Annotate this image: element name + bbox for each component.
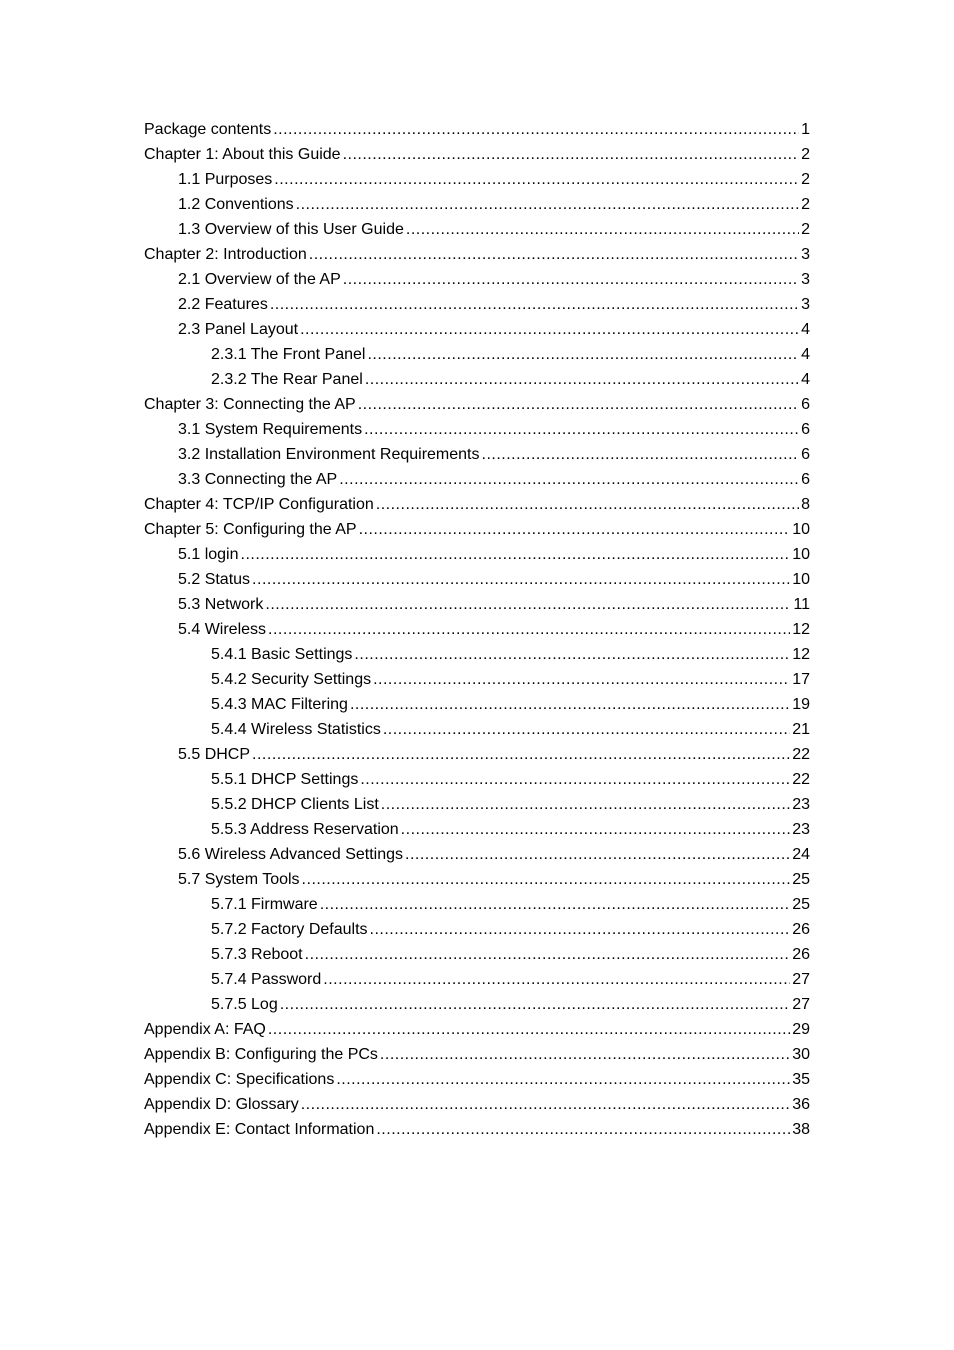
toc-entry-page: 3 — [801, 246, 810, 263]
toc-leader-dots — [406, 217, 799, 242]
toc-entry-page: 36 — [792, 1096, 810, 1113]
toc-entry[interactable] — [144, 692, 810, 717]
toc-entry[interactable] — [144, 1067, 810, 1092]
toc-leader-dots — [373, 667, 790, 692]
toc-entry-title: 5.3 Network — [178, 596, 264, 613]
toc-entry[interactable] — [144, 642, 810, 667]
toc-entry[interactable] — [144, 517, 810, 542]
toc-entry-title: 5.4.2 Security Settings — [211, 671, 372, 688]
toc-entry-page: 35 — [792, 1071, 810, 1088]
toc-entry[interactable] — [144, 567, 810, 592]
toc-entry[interactable] — [144, 667, 810, 692]
toc-leader-dots — [270, 292, 799, 317]
toc-entry[interactable] — [144, 892, 810, 917]
toc-leader-dots — [273, 117, 799, 142]
toc-entry-title: 5.7.5 Log — [211, 996, 278, 1013]
toc-leader-dots — [300, 317, 799, 342]
toc-entry-title: 3.1 System Requirements — [178, 421, 363, 438]
toc-entry-title: 2.3.2 The Rear Panel — [211, 371, 363, 388]
toc-entry-title: 2.3 Panel Layout — [178, 321, 299, 338]
toc-entry-page: 12 — [792, 646, 810, 663]
toc-entry[interactable] — [144, 292, 810, 317]
toc-leader-dots — [301, 1092, 790, 1117]
toc-entry[interactable] — [144, 367, 810, 392]
toc-leader-dots — [376, 1117, 790, 1142]
toc-entry-page: 22 — [792, 746, 810, 763]
toc-entry[interactable] — [144, 617, 810, 642]
toc-entry[interactable] — [144, 442, 810, 467]
toc-entry-title: 5.7.2 Factory Defaults — [211, 921, 368, 938]
toc-entry-title: 2.2 Features — [178, 296, 268, 313]
toc-entry[interactable] — [144, 1092, 810, 1117]
toc-entry-page: 10 — [792, 521, 810, 538]
toc-entry-page: 12 — [792, 621, 810, 638]
toc-entry-title: Appendix A: FAQ — [144, 1021, 266, 1038]
toc-entry-title: 1.1 Purposes — [178, 171, 273, 188]
toc-entry-page: 4 — [801, 321, 810, 338]
toc-leader-dots — [309, 242, 799, 267]
toc-leader-dots — [323, 967, 790, 992]
toc-entry-title: 5.4.3 MAC Filtering — [211, 696, 348, 713]
toc-entry-page: 3 — [801, 296, 810, 313]
toc-entry-title: 5.6 Wireless Advanced Settings — [178, 846, 404, 863]
toc-entry-title: Chapter 4: TCP/IP Configuration — [144, 496, 374, 513]
toc-entry-page: 2 — [801, 196, 810, 213]
toc-entry-title: Chapter 1: About this Guide — [144, 146, 341, 163]
toc-entry[interactable] — [144, 242, 810, 267]
toc-entry-title: 5.7.4 Password — [211, 971, 322, 988]
toc-entry-title: 5.4 Wireless — [178, 621, 267, 638]
table-of-contents — [144, 117, 810, 1142]
toc-leader-dots — [280, 992, 790, 1017]
toc-entry-page: 22 — [792, 771, 810, 788]
toc-entry-title: 5.5.1 DHCP Settings — [211, 771, 359, 788]
toc-leader-dots — [359, 517, 791, 542]
toc-entry-title: 5.7.1 Firmware — [211, 896, 318, 913]
toc-entry-page: 27 — [792, 996, 810, 1013]
toc-entry[interactable] — [144, 767, 810, 792]
toc-entry-title: 1.2 Conventions — [178, 196, 294, 213]
toc-entry-title: 2.1 Overview of the AP — [178, 271, 341, 288]
toc-leader-dots — [354, 642, 790, 667]
toc-leader-dots — [320, 892, 791, 917]
toc-entry-page: 1 — [801, 121, 810, 138]
toc-entry-title: 5.5 DHCP — [178, 746, 251, 763]
toc-leader-dots — [350, 692, 790, 717]
toc-entry-page: 6 — [801, 396, 810, 413]
toc-entry-page: 8 — [801, 496, 810, 513]
toc-leader-dots — [339, 467, 799, 492]
toc-leader-dots — [380, 1042, 790, 1067]
toc-entry-title: Chapter 3: Connecting the AP — [144, 396, 356, 413]
toc-leader-dots — [376, 492, 799, 517]
toc-leader-dots — [343, 267, 799, 292]
toc-entry[interactable] — [144, 342, 810, 367]
toc-leader-dots — [268, 617, 790, 642]
toc-entry-page: 2 — [801, 171, 810, 188]
toc-entry-page: 38 — [792, 1121, 810, 1138]
toc-leader-dots — [305, 942, 791, 967]
toc-entry[interactable] — [144, 192, 810, 217]
toc-entry[interactable] — [144, 317, 810, 342]
toc-leader-dots — [358, 392, 799, 417]
toc-entry[interactable] — [144, 267, 810, 292]
toc-entry-title: Package contents — [144, 121, 272, 138]
toc-entry[interactable] — [144, 942, 810, 967]
toc-leader-dots — [365, 367, 799, 392]
toc-entry-title: 5.5.2 DHCP Clients List — [211, 796, 379, 813]
toc-entry-page: 25 — [792, 896, 810, 913]
toc-entry-title: Appendix D: Glossary — [144, 1096, 299, 1113]
toc-entry[interactable] — [144, 867, 810, 892]
toc-entry[interactable] — [144, 467, 810, 492]
toc-entry[interactable] — [144, 392, 810, 417]
toc-entry-page: 21 — [792, 721, 810, 738]
toc-entry-page: 17 — [792, 671, 810, 688]
toc-entry[interactable] — [144, 842, 810, 867]
toc-entry[interactable] — [144, 492, 810, 517]
toc-leader-dots — [401, 817, 791, 842]
toc-leader-dots — [482, 442, 800, 467]
toc-entry-title: 5.7.3 Reboot — [211, 946, 303, 963]
toc-leader-dots — [381, 792, 790, 817]
toc-entry-page: 19 — [792, 696, 810, 713]
toc-leader-dots — [383, 717, 790, 742]
toc-entry-title: 5.7 System Tools — [178, 871, 300, 888]
toc-entry-title: 3.3 Connecting the AP — [178, 471, 338, 488]
toc-entry-page: 6 — [801, 471, 810, 488]
toc-entry-title: 5.2 Status — [178, 571, 251, 588]
toc-leader-dots — [268, 1017, 790, 1042]
toc-entry[interactable] — [144, 592, 810, 617]
toc-entry-page: 27 — [792, 971, 810, 988]
toc-leader-dots — [364, 417, 799, 442]
toc-entry-title: 5.1 login — [178, 546, 239, 563]
toc-entry[interactable] — [144, 817, 810, 842]
toc-entry-title: 5.4.1 Basic Settings — [211, 646, 353, 663]
toc-entry-title: 5.5.3 Address Reservation — [211, 821, 399, 838]
toc-entry[interactable] — [144, 967, 810, 992]
toc-entry-page: 3 — [801, 271, 810, 288]
toc-entry-title: Appendix E: Contact Information — [144, 1121, 375, 1138]
toc-entry[interactable] — [144, 142, 810, 167]
toc-entry[interactable] — [144, 717, 810, 742]
toc-entry-page: 23 — [792, 821, 810, 838]
toc-entry-page: 4 — [801, 371, 810, 388]
toc-entry[interactable] — [144, 542, 810, 567]
toc-entry-page: 11 — [793, 596, 810, 613]
toc-entry[interactable] — [144, 1042, 810, 1067]
toc-entry-title: 2.3.1 The Front Panel — [211, 346, 366, 363]
toc-entry-page: 26 — [792, 921, 810, 938]
toc-entry[interactable] — [144, 742, 810, 767]
toc-leader-dots — [370, 917, 791, 942]
toc-entry-title: 1.3 Overview of this User Guide — [178, 221, 404, 238]
toc-entry[interactable] — [144, 1017, 810, 1042]
toc-entry[interactable] — [144, 217, 810, 242]
toc-entry-title: 5.4.4 Wireless Statistics — [211, 721, 381, 738]
toc-leader-dots — [405, 842, 790, 867]
toc-entry-page: 6 — [801, 446, 810, 463]
toc-entry-page: 2 — [801, 146, 810, 163]
toc-leader-dots — [336, 1067, 790, 1092]
toc-leader-dots — [252, 742, 790, 767]
toc-leader-dots — [274, 167, 799, 192]
toc-entry[interactable] — [144, 792, 810, 817]
toc-entry-page: 10 — [792, 571, 810, 588]
toc-leader-dots — [302, 867, 791, 892]
toc-entry-title: Appendix C: Specifications — [144, 1071, 335, 1088]
toc-leader-dots — [265, 592, 791, 617]
toc-entry-page: 26 — [792, 946, 810, 963]
toc-leader-dots — [367, 342, 799, 367]
toc-entry[interactable] — [144, 917, 810, 942]
toc-leader-dots — [252, 567, 790, 592]
toc-entry[interactable] — [144, 992, 810, 1017]
toc-leader-dots — [241, 542, 791, 567]
toc-entry-page: 6 — [801, 421, 810, 438]
toc-entry-title: Appendix B: Configuring the PCs — [144, 1046, 378, 1063]
toc-entry-page: 24 — [792, 846, 810, 863]
toc-entry-page: 30 — [792, 1046, 810, 1063]
toc-leader-dots — [296, 192, 799, 217]
toc-entry-title: 3.2 Installation Environment Requirements — [178, 446, 480, 463]
toc-entry-page: 2 — [801, 221, 810, 238]
toc-entry[interactable] — [144, 1117, 810, 1142]
toc-entry[interactable] — [144, 117, 810, 142]
toc-leader-dots — [343, 142, 800, 167]
toc-entry-page: 25 — [792, 871, 810, 888]
toc-entry-page: 23 — [792, 796, 810, 813]
toc-leader-dots — [360, 767, 790, 792]
toc-entry[interactable] — [144, 417, 810, 442]
toc-entry-title: Chapter 2: Introduction — [144, 246, 307, 263]
toc-entry-page: 10 — [792, 546, 810, 563]
toc-entry-page: 4 — [801, 346, 810, 363]
toc-entry-page: 29 — [792, 1021, 810, 1038]
toc-entry-title: Chapter 5: Configuring the AP — [144, 521, 357, 538]
toc-entry[interactable] — [144, 167, 810, 192]
